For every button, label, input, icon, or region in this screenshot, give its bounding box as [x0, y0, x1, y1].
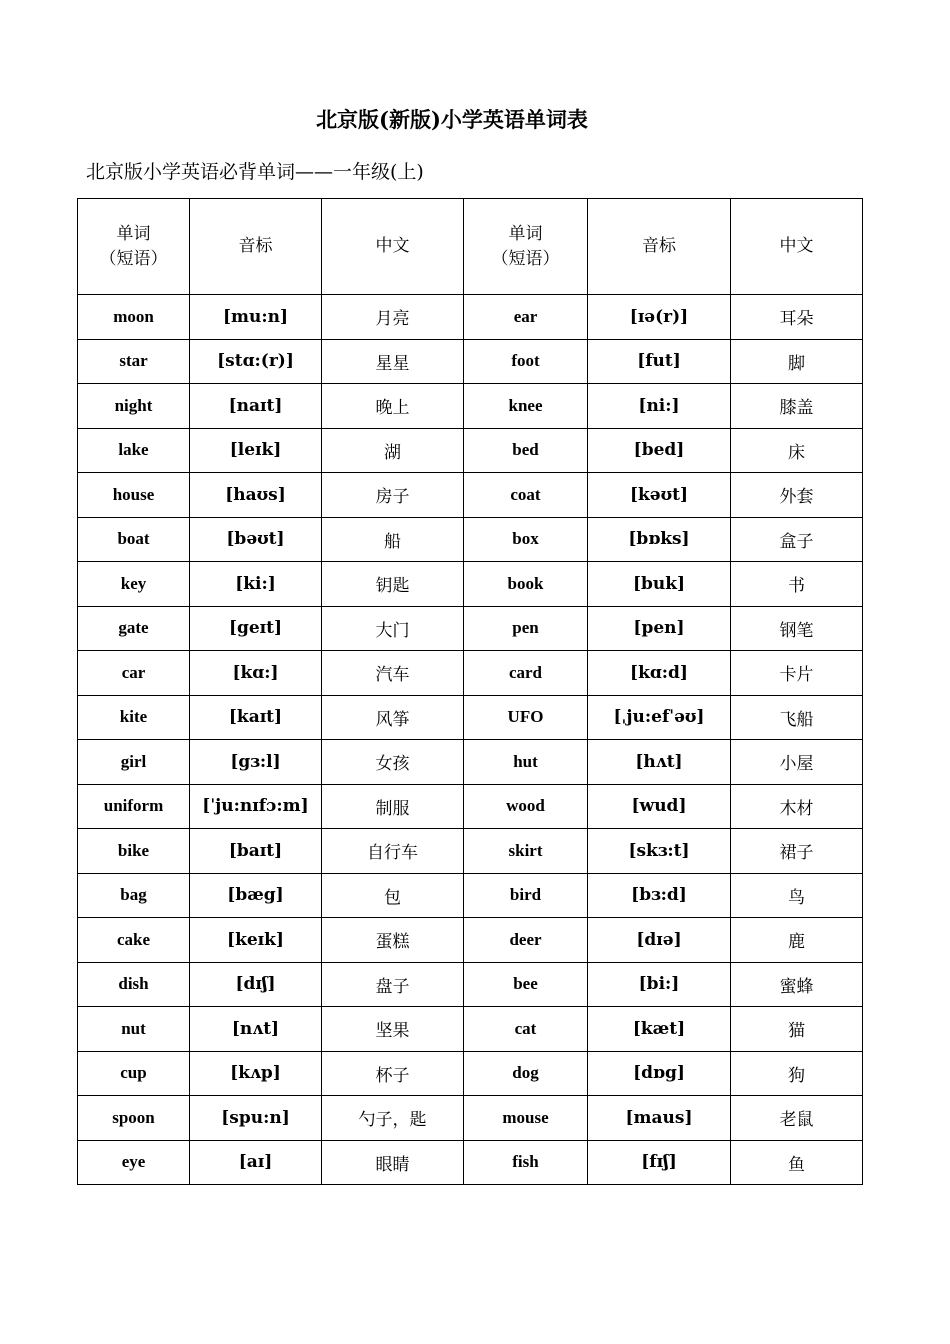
word-cell: foot: [464, 339, 588, 384]
phonetic-cell: [nʌt]: [190, 1007, 322, 1052]
header-chinese: 中文: [322, 199, 464, 295]
word-cell: gate: [78, 606, 190, 651]
table-row: [78, 829, 863, 874]
chinese-cell: 鱼: [731, 1140, 863, 1185]
page-title: 北京版(新版)小学英语单词表: [316, 107, 588, 132]
chinese-cell: 坚果: [322, 1007, 464, 1052]
phonetic-cell: [haʊs]: [190, 473, 322, 518]
word-cell: bike: [78, 829, 190, 874]
word-cell: night: [78, 384, 190, 429]
chinese-cell: 女孩: [322, 740, 464, 785]
chinese-cell: 盒子: [731, 517, 863, 562]
header-phonetic: 音标: [588, 199, 731, 295]
word-cell: dog: [464, 1051, 588, 1096]
chinese-cell: 裙子: [731, 829, 863, 874]
chinese-cell: 钢笔: [731, 606, 863, 651]
word-cell: pen: [464, 606, 588, 651]
word-cell: lake: [78, 428, 190, 473]
phonetic-cell: [kɑ:d]: [588, 651, 731, 696]
table-row: [78, 384, 863, 429]
chinese-cell: 猫: [731, 1007, 863, 1052]
section-subtitle: 北京版小学英语必背单词——一年级(上): [86, 161, 424, 183]
word-cell: bag: [78, 873, 190, 918]
header-word: 单词 （短语）: [78, 199, 190, 295]
phonetic-cell: [ɪə(r)]: [588, 295, 731, 340]
word-cell: kite: [78, 695, 190, 740]
chinese-cell: 飞船: [731, 695, 863, 740]
phonetic-cell: [hʌt]: [588, 740, 731, 785]
chinese-cell: 小屋: [731, 740, 863, 785]
chinese-cell: 制服: [322, 784, 464, 829]
word-cell: bee: [464, 962, 588, 1007]
word-cell: card: [464, 651, 588, 696]
phonetic-cell: [bed]: [588, 428, 731, 473]
phonetic-cell: [kaɪt]: [190, 695, 322, 740]
word-cell: fish: [464, 1140, 588, 1185]
phonetic-cell: [stɑ:(r)]: [190, 339, 322, 384]
word-cell: knee: [464, 384, 588, 429]
chinese-cell: 蛋糕: [322, 918, 464, 963]
phonetic-cell: [keɪk]: [190, 918, 322, 963]
word-cell: wood: [464, 784, 588, 829]
header-chinese: 中文: [731, 199, 863, 295]
word-cell: coat: [464, 473, 588, 518]
table-row: [78, 1096, 863, 1141]
table-row: [78, 1140, 863, 1185]
table-row: [78, 962, 863, 1007]
phonetic-cell: [dɒg]: [588, 1051, 731, 1096]
chinese-cell: 鸟: [731, 873, 863, 918]
chinese-cell: 眼睛: [322, 1140, 464, 1185]
header-word: 单词 （短语）: [464, 199, 588, 295]
phonetic-cell: [aɪ]: [190, 1140, 322, 1185]
phonetic-cell: [fut]: [588, 339, 731, 384]
phonetic-cell: [mu:n]: [190, 295, 322, 340]
table-row: [78, 562, 863, 607]
table-row: [78, 740, 863, 785]
chinese-cell: 船: [322, 517, 464, 562]
phonetic-cell: [gɜ:l]: [190, 740, 322, 785]
table-row: [78, 651, 863, 696]
phonetic-cell: [bəʊt]: [190, 517, 322, 562]
phonetic-cell: [kɑ:]: [190, 651, 322, 696]
word-cell: eye: [78, 1140, 190, 1185]
chinese-cell: 床: [731, 428, 863, 473]
word-cell: house: [78, 473, 190, 518]
phonetic-cell: [baɪt]: [190, 829, 322, 874]
word-cell: spoon: [78, 1096, 190, 1141]
chinese-cell: 包: [322, 873, 464, 918]
word-cell: star: [78, 339, 190, 384]
table-row: [78, 918, 863, 963]
phonetic-cell: [skɜ:t]: [588, 829, 731, 874]
table-row: [78, 1051, 863, 1096]
phonetic-cell: [kəʊt]: [588, 473, 731, 518]
word-cell: book: [464, 562, 588, 607]
word-cell: girl: [78, 740, 190, 785]
word-cell: box: [464, 517, 588, 562]
word-cell: cake: [78, 918, 190, 963]
table-row: [78, 784, 863, 829]
word-cell: cat: [464, 1007, 588, 1052]
word-cell: car: [78, 651, 190, 696]
chinese-cell: 房子: [322, 473, 464, 518]
phonetic-cell: [buk]: [588, 562, 731, 607]
table-row: [78, 428, 863, 473]
word-cell: boat: [78, 517, 190, 562]
chinese-cell: 自行车: [322, 829, 464, 874]
chinese-cell: 大门: [322, 606, 464, 651]
vocabulary-table: [77, 198, 863, 1185]
phonetic-cell: [spu:n]: [190, 1096, 322, 1141]
chinese-cell: 风筝: [322, 695, 464, 740]
word-cell: key: [78, 562, 190, 607]
word-cell: bird: [464, 873, 588, 918]
word-cell: skirt: [464, 829, 588, 874]
header-phonetic: 音标: [190, 199, 322, 295]
word-cell: hut: [464, 740, 588, 785]
chinese-cell: 钥匙: [322, 562, 464, 607]
word-cell: ear: [464, 295, 588, 340]
table-header-row: [78, 199, 863, 295]
table-row: [78, 873, 863, 918]
chinese-cell: 卡片: [731, 651, 863, 696]
phonetic-cell: [maus]: [588, 1096, 731, 1141]
phonetic-cell: [wud]: [588, 784, 731, 829]
phonetic-cell: [bæg]: [190, 873, 322, 918]
table-row: [78, 695, 863, 740]
chinese-cell: 外套: [731, 473, 863, 518]
chinese-cell: 木材: [731, 784, 863, 829]
table-row: [78, 517, 863, 562]
phonetic-cell: [leɪk]: [190, 428, 322, 473]
table-row: [78, 295, 863, 340]
phonetic-cell: [ki:]: [190, 562, 322, 607]
chinese-cell: 狗: [731, 1051, 863, 1096]
word-cell: bed: [464, 428, 588, 473]
chinese-cell: 脚: [731, 339, 863, 384]
phonetic-cell: [dɪə]: [588, 918, 731, 963]
chinese-cell: 杯子: [322, 1051, 464, 1096]
word-cell: deer: [464, 918, 588, 963]
chinese-cell: 湖: [322, 428, 464, 473]
chinese-cell: 勺子，匙: [322, 1096, 464, 1141]
chinese-cell: 书: [731, 562, 863, 607]
chinese-cell: 膝盖: [731, 384, 863, 429]
table-row: [78, 606, 863, 651]
chinese-cell: 蜜蜂: [731, 962, 863, 1007]
phonetic-cell: [bɜ:d]: [588, 873, 731, 918]
word-cell: uniform: [78, 784, 190, 829]
word-cell: dish: [78, 962, 190, 1007]
phonetic-cell: [dɪʃ]: [190, 962, 322, 1007]
phonetic-cell: [fɪʃ]: [588, 1140, 731, 1185]
table-row: [78, 473, 863, 518]
phonetic-cell: [ˌju:efˈəʊ]: [588, 695, 731, 740]
chinese-cell: 老鼠: [731, 1096, 863, 1141]
chinese-cell: 晚上: [322, 384, 464, 429]
chinese-cell: 汽车: [322, 651, 464, 696]
phonetic-cell: [bi:]: [588, 962, 731, 1007]
table-row: [78, 1007, 863, 1052]
phonetic-cell: [bɒks]: [588, 517, 731, 562]
phonetic-cell: [geɪt]: [190, 606, 322, 651]
chinese-cell: 星星: [322, 339, 464, 384]
table-row: [78, 339, 863, 384]
phonetic-cell: [kʌp]: [190, 1051, 322, 1096]
chinese-cell: 耳朵: [731, 295, 863, 340]
chinese-cell: 盘子: [322, 962, 464, 1007]
word-cell: UFO: [464, 695, 588, 740]
phonetic-cell: [pen]: [588, 606, 731, 651]
phonetic-cell: [ni:]: [588, 384, 731, 429]
chinese-cell: 月亮: [322, 295, 464, 340]
phonetic-cell: [ˈju:nɪfɔ:m]: [190, 784, 322, 829]
chinese-cell: 鹿: [731, 918, 863, 963]
word-cell: mouse: [464, 1096, 588, 1141]
word-cell: moon: [78, 295, 190, 340]
phonetic-cell: [naɪt]: [190, 384, 322, 429]
phonetic-cell: [kæt]: [588, 1007, 731, 1052]
word-cell: nut: [78, 1007, 190, 1052]
word-cell: cup: [78, 1051, 190, 1096]
